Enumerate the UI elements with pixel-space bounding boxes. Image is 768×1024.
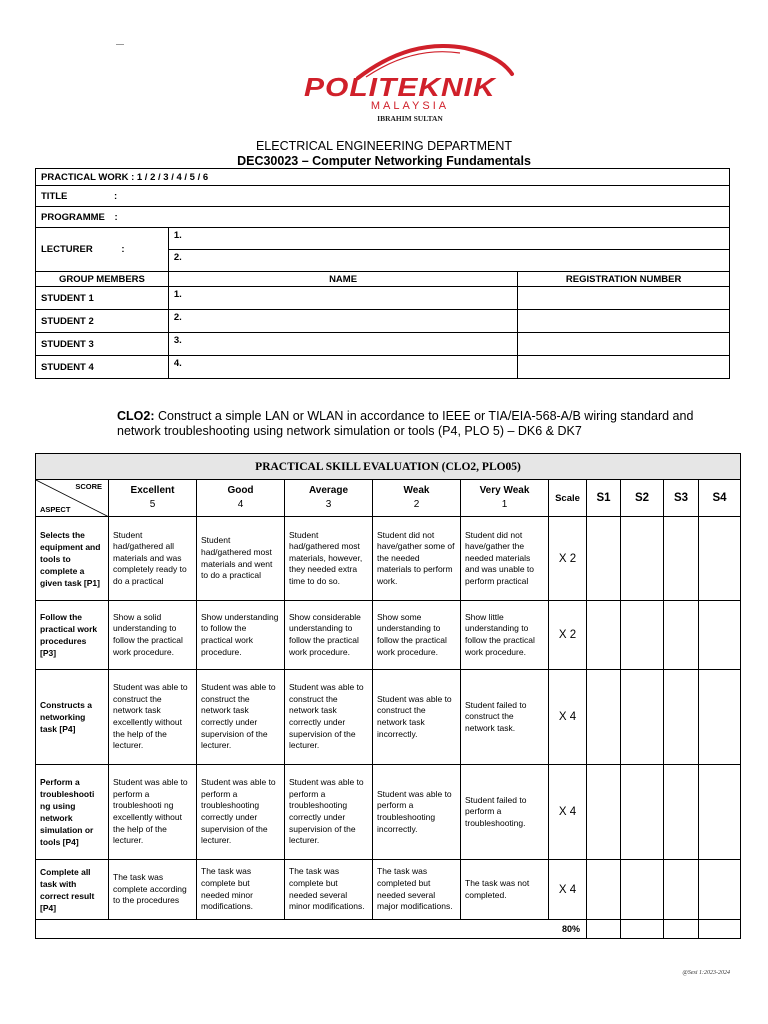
level-name: Average xyxy=(308,485,349,496)
student-registration-cell[interactable] xyxy=(518,310,730,333)
info-table xyxy=(35,168,730,379)
s4-score-cell[interactable] xyxy=(699,670,741,765)
multiplier-cell: X 4 xyxy=(549,765,587,860)
student-name-cell[interactable]: 1. xyxy=(168,287,517,310)
aspect-cell: Constructs a networking task [P4] xyxy=(36,670,109,765)
descriptor-cell: Show little understanding to follow the practical work procedure. xyxy=(461,601,549,670)
descriptor-cell: Show some understanding to follow the practical work procedure. xyxy=(373,601,461,670)
s2-score-cell[interactable] xyxy=(621,601,664,670)
rubric-row xyxy=(36,670,741,765)
politeknik-logo xyxy=(300,44,520,124)
s1-score-cell[interactable] xyxy=(587,670,621,765)
scale-header: Scale xyxy=(549,480,587,517)
descriptor-cell: Student had/gathered all materials and was completely ready to do a practical xyxy=(109,517,197,601)
title-field[interactable] xyxy=(36,186,730,207)
title-label: TITLE xyxy=(41,190,68,202)
rubric-row xyxy=(36,517,741,601)
descriptor-cell: The task was complete according to the procedures xyxy=(109,860,197,920)
logo-sub-text: MALAYSIA xyxy=(370,100,450,112)
s4-header: S4 xyxy=(699,480,741,517)
title-colon: : xyxy=(114,190,118,202)
s3-score-cell[interactable] xyxy=(664,601,699,670)
total-row xyxy=(36,920,741,939)
student-label: STUDENT 1 xyxy=(36,287,169,310)
descriptor-cell: The task was completed but needed several major modifications. xyxy=(373,860,461,920)
student-label: STUDENT 3 xyxy=(36,333,169,356)
s2-header: S2 xyxy=(621,480,664,517)
level-name: Excellent xyxy=(130,485,175,496)
programme-field[interactable] xyxy=(36,207,730,228)
clo-label: CLO2: xyxy=(117,409,155,423)
department-title: ELECTRICAL ENGINEERING DEPARTMENT xyxy=(255,139,513,153)
level-name: Very Weak xyxy=(479,485,530,496)
descriptor-cell: The task was complete but needed minor modifications. xyxy=(197,860,285,920)
practical-work-field[interactable]: PRACTICAL WORK : 1 / 2 / 3 / 4 / 5 / 6 xyxy=(36,169,730,186)
s3-score-cell[interactable] xyxy=(664,860,699,920)
descriptor-cell: Student was able to construct the network task correctly under supervision of the lecturer. xyxy=(285,670,373,765)
stray-mark xyxy=(116,44,124,45)
s1-score-cell[interactable] xyxy=(587,517,621,601)
session-footer: @Sesi 1:2023-2024 xyxy=(682,970,730,976)
evaluation-table xyxy=(35,453,741,939)
level-name: Good xyxy=(227,485,254,496)
descriptor-cell: Student did not have/gather the needed materials and was unable to perform practical xyxy=(461,517,549,601)
level-value: 5 xyxy=(149,499,156,510)
s4-total-cell[interactable] xyxy=(699,920,741,939)
student-row xyxy=(36,310,730,333)
descriptor-cell: Show considerable understanding to follow the practical work procedure. xyxy=(285,601,373,670)
s3-header: S3 xyxy=(664,480,699,517)
student-label: STUDENT 2 xyxy=(36,310,169,333)
student-registration-cell[interactable] xyxy=(518,356,730,379)
descriptor-cell: Student had/gathered most materials, however, they needed extra time to do so. xyxy=(285,517,373,601)
descriptor-cell: Show a solid understanding to follow the practical work procedure. xyxy=(109,601,197,670)
level-value: 1 xyxy=(501,499,508,510)
programme-colon: : xyxy=(114,211,118,223)
s3-score-cell[interactable] xyxy=(664,670,699,765)
s2-score-cell[interactable] xyxy=(621,860,664,920)
lecturer-line-2[interactable]: 2. xyxy=(168,250,729,272)
aspect-label: ASPECT xyxy=(40,505,71,514)
aspect-cell: Perform a troubleshooti ng using network simulation or tools [P4] xyxy=(36,765,109,860)
level-average-header xyxy=(285,480,373,517)
level-value: 4 xyxy=(237,499,244,510)
descriptor-cell: The task was not completed. xyxy=(461,860,549,920)
multiplier-cell: X 4 xyxy=(549,860,587,920)
registration-header: REGISTRATION NUMBER xyxy=(518,272,730,287)
multiplier-cell: X 2 xyxy=(549,601,587,670)
rubric-row xyxy=(36,765,741,860)
s1-score-cell[interactable] xyxy=(587,601,621,670)
descriptor-cell: Student was able to construct the network task correctly under supervision of the lecturer. xyxy=(197,670,285,765)
student-label: STUDENT 4 xyxy=(36,356,169,379)
clo-text: Construct a simple LAN or WLAN in accordance to IEEE or TIA/EIA-568-A/B wiring standard and network troubleshooting using network simulation or tools (P4, PLO 5) – DK6 & DK7 xyxy=(117,409,694,438)
logo-campus-text: IBRAHIM SULTAN xyxy=(377,114,443,123)
rubric-row xyxy=(36,860,741,920)
s1-score-cell[interactable] xyxy=(587,860,621,920)
evaluation-title: PRACTICAL SKILL EVALUATION (CLO2, PLO05) xyxy=(36,454,741,480)
s2-total-cell[interactable] xyxy=(621,920,664,939)
level-name: Weak xyxy=(403,485,430,496)
descriptor-cell: Student did not have/gather some of the needed materials to perform work. xyxy=(373,517,461,601)
programme-label: PROGRAMME xyxy=(41,211,105,223)
s1-header: S1 xyxy=(587,480,621,517)
descriptor-cell: Show understanding to follow the practical work procedure. xyxy=(197,601,285,670)
lecturer-line-1[interactable]: 1. xyxy=(168,228,729,250)
multiplier-cell: X 4 xyxy=(549,670,587,765)
score-label: SCORE xyxy=(75,482,102,491)
group-members-header: GROUP MEMBERS xyxy=(36,272,169,287)
s3-total-cell[interactable] xyxy=(664,920,699,939)
s4-score-cell[interactable] xyxy=(699,517,741,601)
level-very-weak-header xyxy=(461,480,549,517)
student-registration-cell[interactable] xyxy=(518,333,730,356)
descriptor-cell: Student was able to perform a troubleshooti ng excellently without the help of the lecturer. xyxy=(109,765,197,860)
descriptor-cell: Student failed to perform a troubleshooting. xyxy=(461,765,549,860)
s1-score-cell[interactable] xyxy=(587,765,621,860)
level-value: 3 xyxy=(325,499,332,510)
student-row xyxy=(36,356,730,379)
rubric-row xyxy=(36,601,741,670)
level-excellent-header xyxy=(109,480,197,517)
s2-score-cell[interactable] xyxy=(621,670,664,765)
multiplier-cell: X 2 xyxy=(549,517,587,601)
s1-total-cell[interactable] xyxy=(587,920,621,939)
level-weak-header xyxy=(373,480,461,517)
descriptor-cell: Student was able to construct the network task excellently without the help of the lecturer. xyxy=(109,670,197,765)
lecturer-label: LECTURER xyxy=(41,244,93,255)
descriptor-cell: Student was able to perform a troubleshooting correctly under supervision of the lecturer. xyxy=(197,765,285,860)
descriptor-cell: Student had/gathered most materials and went to do a practical xyxy=(197,517,285,601)
student-row xyxy=(36,287,730,310)
score-aspect-corner xyxy=(36,480,109,517)
student-name-cell[interactable]: 3. xyxy=(168,333,517,356)
student-registration-cell[interactable] xyxy=(518,287,730,310)
aspect-cell: Selects the equipment and tools to complete a given task [P1] xyxy=(36,517,109,601)
descriptor-cell: The task was complete but needed several minor modifications. xyxy=(285,860,373,920)
student-row xyxy=(36,333,730,356)
aspect-cell: Follow the practical work procedures [P3] xyxy=(36,601,109,670)
level-value: 2 xyxy=(413,499,420,510)
s4-score-cell[interactable] xyxy=(699,860,741,920)
s3-score-cell[interactable] xyxy=(664,765,699,860)
s3-score-cell[interactable] xyxy=(664,517,699,601)
lecturer-label-cell xyxy=(36,228,169,272)
s2-score-cell[interactable] xyxy=(621,517,664,601)
s4-score-cell[interactable] xyxy=(699,765,741,860)
logo-brand-text: POLITEKNIK xyxy=(304,74,496,103)
aspect-cell: Complete all task with correct result [P4] xyxy=(36,860,109,920)
level-good-header xyxy=(197,480,285,517)
name-header: NAME xyxy=(168,272,517,287)
descriptor-cell: Student was able to perform a troubleshooting correctly under supervision of the lecturer. xyxy=(285,765,373,860)
descriptor-cell: Student was able to perform a troubleshooting incorrectly. xyxy=(373,765,461,860)
descriptor-cell: Student was able to construct the network task incorrectly. xyxy=(373,670,461,765)
descriptor-cell: Student failed to construct the network task. xyxy=(461,670,549,765)
student-name-cell[interactable]: 4. xyxy=(168,356,517,379)
lecturer-colon: : xyxy=(121,244,125,255)
course-title: DEC30023 – Computer Networking Fundamentals xyxy=(237,154,531,168)
s4-score-cell[interactable] xyxy=(699,601,741,670)
student-name-cell[interactable]: 2. xyxy=(168,310,517,333)
s2-score-cell[interactable] xyxy=(621,765,664,860)
total-percent: 80% xyxy=(36,920,587,939)
clo-statement xyxy=(117,409,727,439)
